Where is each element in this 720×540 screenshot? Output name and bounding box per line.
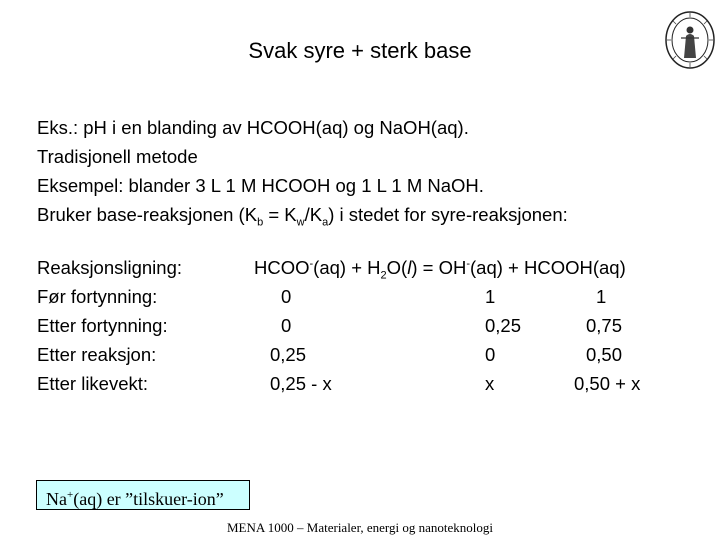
university-seal-icon [664,10,716,70]
cell-oh: 0,25 [485,315,522,336]
cell-oh: 1 [485,286,496,307]
row-label-before-dilution: Før fortynning: [37,286,158,307]
intro-line-2: Tradisjonell metode [37,146,198,167]
cell-hcooh: 0,50 + x [574,373,641,394]
row-label-after-dilution: Etter fortynning: [37,315,168,336]
cell-oh: x [485,373,495,394]
cell-hcoo: 0,25 - x [270,373,332,394]
intro-line-1: Eks.: pH i en blanding av HCOOH(aq) og NaOH(aq). [37,117,469,138]
row-label-after-reaction: Etter reaksjon: [37,344,157,365]
intro-line-3: Eksempel: blander 3 L 1 M HCOOH og 1 L 1 M NaOH. [37,175,484,196]
intro-text [37,113,568,238]
cell-oh: 0 [485,344,496,365]
footer-text: MENA 1000 – Materialer, energi og nanoteknologi [226,520,494,535]
row-label-reaction: Reaksjonsligning: [37,257,183,278]
cell-hcoo: 0,25 [270,344,307,365]
row-label-equilibrium: Etter likevekt: [37,373,149,394]
spectator-ion-note: Na+(aq) er ”tilskuer-ion” [36,480,250,510]
cell-hcooh: 0,50 [586,344,623,365]
slide-title: Svak syre + sterk base [248,38,472,63]
cell-hcoo: 0 [281,286,292,307]
reaction-equation: HCOO-(aq) + $H_2O(l) = OH^-(aq)$ + HCOOH(aq) [254,257,626,282]
cell-hcooh: 1 [596,286,607,307]
cell-hcoo: 0 [281,315,292,336]
cell-hcooh: 0,75 [586,315,623,336]
intro-line-4: Bruker base-reaksjonen $(K_b = K_w/K_a)$ i stedet for syre-reaksjonen: [37,204,568,229]
